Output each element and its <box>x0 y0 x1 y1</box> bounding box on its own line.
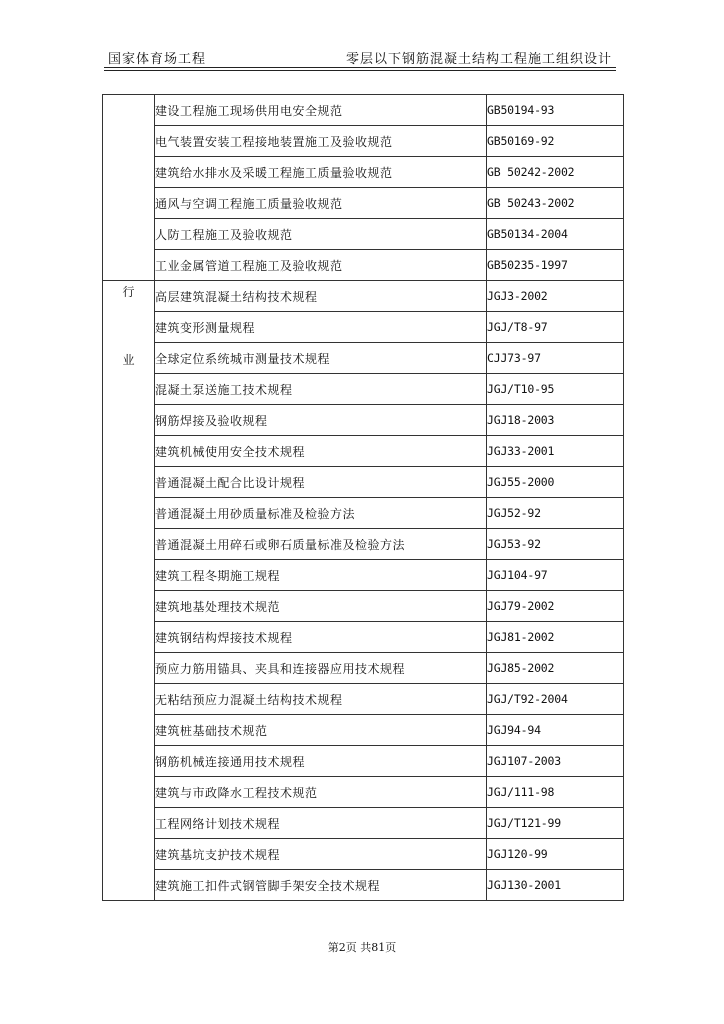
standard-name: 建筑基坑支护技术规程 <box>155 839 487 870</box>
standard-name: 普通混凝土配合比设计规程 <box>155 467 487 498</box>
standard-code: JGJ120-99 <box>487 839 624 870</box>
standard-code: JGJ/T10-95 <box>487 374 624 405</box>
standards-table-body <box>103 95 624 901</box>
standard-name: 人防工程施工及验收规范 <box>155 219 487 250</box>
page-header <box>104 48 616 66</box>
header-divider <box>104 67 616 68</box>
standard-code: JGJ81-2002 <box>487 622 624 653</box>
standard-code: JGJ94-94 <box>487 715 624 746</box>
category-label-char-1: 行 <box>122 285 135 299</box>
standard-code: JGJ104-97 <box>487 560 624 591</box>
standard-name: 钢筋机械连接通用技术规程 <box>155 746 487 777</box>
table-row <box>103 653 624 684</box>
standard-code: GB 50242-2002 <box>487 157 624 188</box>
standard-name: 普通混凝土用砂质量标准及检验方法 <box>155 498 487 529</box>
standard-code: JGJ85-2002 <box>487 653 624 684</box>
table-row <box>103 870 624 901</box>
table-row <box>103 746 624 777</box>
standard-name: 预应力筋用锚具、夹具和连接器应用技术规程 <box>155 653 487 684</box>
standard-name: 工程网络计划技术规程 <box>155 808 487 839</box>
standard-name: 建筑桩基础技术规范 <box>155 715 487 746</box>
standard-name: 无粘结预应力混凝土结构技术规程 <box>155 684 487 715</box>
table-row <box>103 839 624 870</box>
standard-name: 高层建筑混凝土结构技术规程 <box>155 281 487 312</box>
standard-code: JGJ52-92 <box>487 498 624 529</box>
standard-name: 建筑与市政降水工程技术规范 <box>155 777 487 808</box>
standard-code: GB50235-1997 <box>487 250 624 281</box>
header-divider-secondary <box>104 70 616 71</box>
standard-name: 混凝土泵送施工技术规程 <box>155 374 487 405</box>
table-row <box>103 95 624 126</box>
table-row <box>103 374 624 405</box>
table-row <box>103 219 624 250</box>
standard-code: GB50169-92 <box>487 126 624 157</box>
category-cell-industry <box>103 281 155 901</box>
standards-table <box>102 94 624 901</box>
table-row <box>103 808 624 839</box>
table-row <box>103 529 624 560</box>
standard-code: JGJ79-2002 <box>487 591 624 622</box>
standard-code: GB 50243-2002 <box>487 188 624 219</box>
page-footer: 第2页 共81页 <box>327 941 397 954</box>
standard-name: 建筑机械使用安全技术规程 <box>155 436 487 467</box>
standard-code: JGJ/T121-99 <box>487 808 624 839</box>
table-row <box>103 715 624 746</box>
standard-name: 普通混凝土用碎石或卵石质量标准及检验方法 <box>155 529 487 560</box>
standard-code: JGJ/T92-2004 <box>487 684 624 715</box>
table-row <box>103 405 624 436</box>
standard-code: JGJ33-2001 <box>487 436 624 467</box>
table-row <box>103 126 624 157</box>
standard-name: 建筑钢结构焊接技术规程 <box>155 622 487 653</box>
header-document-title: 零层以下钢筋混凝土结构工程施工组织设计 <box>345 52 612 67</box>
table-row <box>103 591 624 622</box>
category-label-char-2: 业 <box>122 353 135 367</box>
table-row <box>103 777 624 808</box>
standard-name: 工业金属管道工程施工及验收规范 <box>155 250 487 281</box>
standard-code: GB50194-93 <box>487 95 624 126</box>
standard-name: 建设工程施工现场供用电安全规范 <box>155 95 487 126</box>
standard-name: 建筑地基处理技术规范 <box>155 591 487 622</box>
standard-code: JGJ3-2002 <box>487 281 624 312</box>
standard-code: JGJ18-2003 <box>487 405 624 436</box>
standard-name: 通风与空调工程施工质量验收规范 <box>155 188 487 219</box>
table-row <box>103 188 624 219</box>
table-row <box>103 684 624 715</box>
header-project-name: 国家体育场工程 <box>108 52 207 67</box>
standard-code: JGJ/T8-97 <box>487 312 624 343</box>
standard-code: JGJ130-2001 <box>487 870 624 901</box>
table-row <box>103 622 624 653</box>
standard-code: GB50134-2004 <box>487 219 624 250</box>
standard-name: 建筑工程冬期施工规程 <box>155 560 487 591</box>
standard-name: 建筑给水排水及采暖工程施工质量验收规范 <box>155 157 487 188</box>
standard-code: CJJ73-97 <box>487 343 624 374</box>
standard-name: 建筑施工扣件式钢管脚手架安全技术规程 <box>155 870 487 901</box>
standard-name: 钢筋焊接及验收规程 <box>155 405 487 436</box>
standard-name: 建筑变形测量规程 <box>155 312 487 343</box>
table-row <box>103 498 624 529</box>
table-row <box>103 281 624 312</box>
table-row <box>103 250 624 281</box>
standard-code: JGJ55-2000 <box>487 467 624 498</box>
table-row <box>103 312 624 343</box>
table-row <box>103 157 624 188</box>
standard-code: JGJ107-2003 <box>487 746 624 777</box>
table-row <box>103 467 624 498</box>
standard-code: JGJ/111-98 <box>487 777 624 808</box>
table-row <box>103 560 624 591</box>
standard-name: 全球定位系统城市测量技术规程 <box>155 343 487 374</box>
table-row <box>103 436 624 467</box>
category-cell-blank <box>103 95 155 281</box>
table-row <box>103 343 624 374</box>
standard-code: JGJ53-92 <box>487 529 624 560</box>
standard-name: 电气装置安装工程接地装置施工及验收规范 <box>155 126 487 157</box>
